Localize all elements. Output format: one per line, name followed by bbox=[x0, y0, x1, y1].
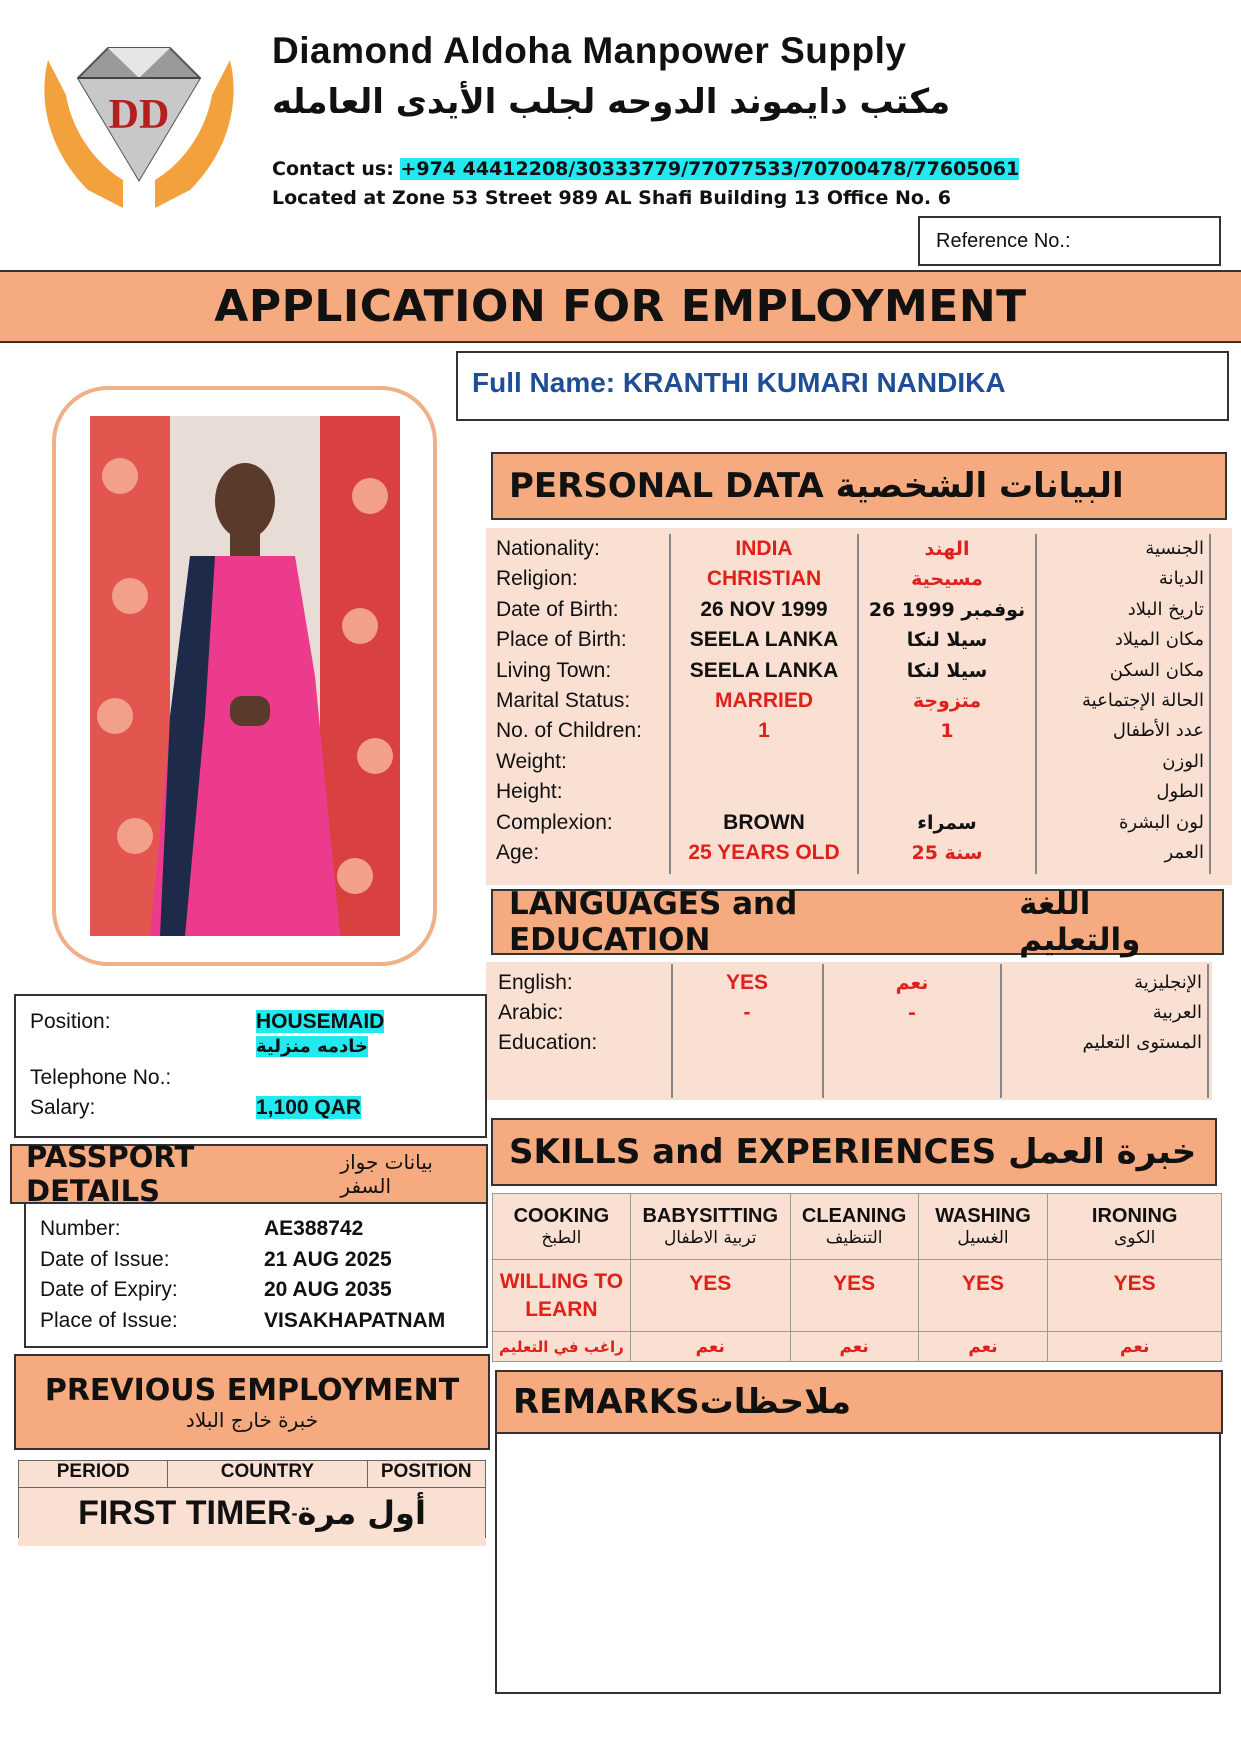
value-arabic: - bbox=[743, 1001, 751, 1024]
value-children: 1 bbox=[758, 719, 770, 743]
passport-labels bbox=[40, 1214, 178, 1336]
value-complexion-ar: سمراء bbox=[917, 811, 977, 834]
contact-label: Contact us: bbox=[272, 158, 401, 180]
reference-label: Reference No.: bbox=[936, 230, 1071, 252]
passport-expiry-label: Date of Expiry: bbox=[40, 1278, 178, 1301]
value-weight bbox=[671, 747, 857, 777]
label-pob: Place of Birth: bbox=[496, 628, 627, 652]
previous-employment-header bbox=[14, 1354, 490, 1450]
languages-header bbox=[491, 886, 1224, 958]
label-education: Education: bbox=[498, 1031, 598, 1054]
skill-header-cleaning: CLEANING التنظيف bbox=[790, 1194, 918, 1260]
applicant-photo bbox=[90, 416, 400, 936]
language-values-arabic bbox=[824, 968, 1000, 1058]
value-arabic-ar: - bbox=[908, 1002, 916, 1024]
skill-value-cleaning-ar: نعم bbox=[790, 1332, 918, 1362]
passport-title-arabic: بيانات جواز السفر bbox=[340, 1150, 433, 1198]
skill-value-washing: YES bbox=[918, 1260, 1048, 1332]
languages-title: LANGUAGES and EDUCATION bbox=[509, 886, 798, 958]
value-age: 25 YEARS OLD bbox=[688, 841, 840, 865]
previous-employment-title: PREVIOUS EMPLOYMENT bbox=[44, 1372, 460, 1408]
value-weight-ar bbox=[858, 747, 1036, 777]
skill-header-washing: WASHING الغسيل bbox=[918, 1194, 1048, 1260]
salary-value: 1,100 QAR bbox=[256, 1096, 362, 1119]
value-marital-ar: متزوجة bbox=[912, 690, 982, 713]
label-religion: Religion: bbox=[496, 567, 578, 591]
value-living-town-ar: سيلا لنكا bbox=[906, 659, 988, 682]
telephone-label: Telephone No.: bbox=[30, 1066, 172, 1089]
passport-place: VISAKHAPATNAM bbox=[264, 1308, 446, 1332]
skill-header-ironing: IRONING الكوى bbox=[1048, 1194, 1222, 1260]
language-values bbox=[673, 968, 821, 1058]
value-religion: CHRISTIAN bbox=[706, 567, 822, 591]
value-religion-ar: مسيحية bbox=[911, 568, 983, 591]
label-height-ar: الطول bbox=[1156, 781, 1204, 803]
remarks-area bbox=[495, 1434, 1221, 1694]
office-location: Located at Zone 53 Street 989 AL Shafi Building 13 Office No. 6 bbox=[272, 187, 951, 209]
value-pob-ar: سيلا لنكا bbox=[906, 629, 988, 652]
previous-employment-row bbox=[18, 1488, 486, 1538]
previous-employment-separator: - bbox=[291, 1502, 298, 1523]
label-height: Height: bbox=[496, 780, 563, 804]
col-country: COUNTRY bbox=[168, 1461, 367, 1487]
skill-value-cooking-ar: راغب في التعليم bbox=[493, 1332, 631, 1362]
previous-employment-columns bbox=[18, 1460, 486, 1488]
language-labels bbox=[498, 968, 668, 1058]
value-pob: SEELA LANKA bbox=[689, 628, 839, 652]
value-education bbox=[673, 1028, 821, 1058]
label-weight: Weight: bbox=[496, 749, 567, 773]
position-box bbox=[14, 994, 487, 1138]
label-dob: Date of Birth: bbox=[496, 597, 619, 621]
skill-value-ironing-ar: نعم bbox=[1048, 1332, 1222, 1362]
skills-title: SKILLS and EXPERIENCES bbox=[509, 1132, 997, 1172]
personal-labels-arabic bbox=[1038, 534, 1204, 868]
company-name: Diamond Aldoha Manpower Supply bbox=[272, 30, 907, 71]
label-living-town-ar: مكان السكن bbox=[1109, 659, 1204, 681]
skill-value-babysitting-ar: نعم bbox=[630, 1332, 790, 1362]
label-nationality: Nationality: bbox=[496, 537, 600, 560]
skills-table bbox=[492, 1193, 1222, 1362]
personal-values-arabic bbox=[858, 534, 1036, 868]
label-age-ar: العمر bbox=[1164, 842, 1204, 864]
full-name: Full Name: KRANTHI KUMARI NANDIKA bbox=[472, 367, 1006, 398]
passport-issue-date: 21 AUG 2025 bbox=[264, 1247, 392, 1271]
skills-header bbox=[491, 1118, 1217, 1186]
label-weight-ar: الوزن bbox=[1162, 750, 1204, 772]
personal-labels bbox=[496, 534, 666, 868]
label-living-town: Living Town: bbox=[496, 658, 612, 682]
contact-line bbox=[272, 158, 1019, 180]
skill-value-cooking: WILLING TO LEARN bbox=[493, 1260, 631, 1332]
label-children: No. of Children: bbox=[496, 719, 642, 743]
value-height bbox=[671, 777, 857, 807]
personal-data-header bbox=[491, 452, 1227, 520]
passport-values bbox=[264, 1214, 445, 1336]
value-english: YES bbox=[725, 971, 769, 994]
skill-value-babysitting: YES bbox=[630, 1260, 790, 1332]
value-age-ar: 25 سنة bbox=[911, 842, 983, 865]
languages-title-arabic: اللغة والتعليم bbox=[1019, 886, 1141, 958]
previous-employment-title-arabic: خبرة خارج البلاد bbox=[185, 1407, 319, 1432]
value-dob-ar: 26 نوفمبر 1999 bbox=[868, 598, 1026, 621]
passport-header bbox=[10, 1140, 488, 1208]
value-nationality-ar: الهند bbox=[924, 538, 970, 560]
passport-details bbox=[24, 1204, 488, 1348]
label-religion-ar: الديانة bbox=[1158, 568, 1204, 590]
company-logo bbox=[28, 40, 250, 212]
label-pob-ar: مكان الميلاد bbox=[1114, 629, 1204, 651]
skill-value-cleaning: YES bbox=[790, 1260, 918, 1332]
title-banner bbox=[0, 270, 1241, 343]
svg-text:DD: DD bbox=[108, 92, 170, 138]
label-dob-ar: تاريخ البلاد bbox=[1127, 598, 1204, 620]
value-children-ar: 1 bbox=[940, 720, 954, 743]
passport-title: PASSPORT DETAILS bbox=[26, 1140, 195, 1208]
remarks-title-arabic: ملاحظات bbox=[699, 1382, 852, 1422]
label-marital: Marital Status: bbox=[496, 689, 631, 713]
label-children-ar: عدد الأطفال bbox=[1112, 720, 1204, 742]
label-complexion-ar: لون البشرة bbox=[1118, 811, 1204, 833]
passport-issue-label: Date of Issue: bbox=[40, 1247, 170, 1271]
position-value: HOUSEMAID bbox=[256, 1010, 385, 1033]
label-arabic-ar: العربية bbox=[1152, 1002, 1202, 1023]
previous-employment-value-arabic: أول مرة bbox=[297, 1494, 426, 1532]
label-complexion: Complexion: bbox=[496, 810, 613, 834]
page-title: APPLICATION FOR EMPLOYMENT bbox=[214, 281, 1027, 332]
label-nationality-ar: الجنسية bbox=[1145, 538, 1204, 559]
position-label: Position: bbox=[30, 1010, 111, 1033]
label-english: English: bbox=[498, 971, 573, 994]
personal-data-title: PERSONAL DATA bbox=[509, 466, 824, 506]
personal-data-table bbox=[486, 528, 1232, 885]
skill-value-washing-ar: نعم bbox=[918, 1332, 1048, 1362]
value-dob: 26 NOV 1999 bbox=[700, 597, 828, 621]
company-name-arabic: مكتب دايموند الدوحه لجلب الأيدى العامله bbox=[272, 82, 951, 122]
passport-number-label: Number: bbox=[40, 1217, 121, 1240]
previous-employment-value: FIRST TIMER bbox=[78, 1493, 292, 1532]
value-education-ar bbox=[824, 1028, 1000, 1058]
passport-place-label: Place of Issue: bbox=[40, 1308, 178, 1332]
reference-number-field bbox=[918, 216, 1221, 266]
skill-header-babysitting: BABYSITTING تربية الاطفال bbox=[630, 1194, 790, 1260]
value-height-ar bbox=[858, 777, 1036, 807]
languages-table bbox=[486, 962, 1212, 1100]
value-english-ar: نعم bbox=[895, 972, 929, 994]
remarks-header bbox=[495, 1370, 1223, 1434]
salary-label: Salary: bbox=[30, 1096, 96, 1119]
remarks-title: REMARKS bbox=[513, 1382, 700, 1422]
label-marital-ar: الحالة الإجتماعية bbox=[1082, 690, 1204, 712]
value-complexion: BROWN bbox=[723, 810, 805, 834]
language-labels-arabic bbox=[1002, 968, 1202, 1058]
personal-data-title-arabic: البيانات الشخصية bbox=[835, 466, 1124, 506]
label-age: Age: bbox=[496, 841, 540, 865]
label-english-ar: الإنجليزية bbox=[1134, 972, 1202, 993]
skill-header-cooking: COOKING الطبخ bbox=[493, 1194, 631, 1260]
value-marital: MARRIED bbox=[715, 689, 813, 713]
label-arabic: Arabic: bbox=[498, 1001, 564, 1024]
passport-expiry-date: 20 AUG 2035 bbox=[264, 1278, 392, 1301]
position-value-arabic: خادمه منزلية bbox=[256, 1036, 369, 1057]
col-position: POSITION bbox=[380, 1461, 472, 1482]
skills-title-arabic: خبرة العمل bbox=[1008, 1132, 1197, 1172]
full-name-box bbox=[456, 351, 1229, 421]
previous-employment-table bbox=[18, 1460, 486, 1546]
passport-number: AE388742 bbox=[264, 1217, 364, 1240]
value-nationality: INDIA bbox=[735, 537, 793, 560]
position-value-block bbox=[256, 1010, 384, 1058]
value-living-town: SEELA LANKA bbox=[689, 658, 839, 682]
label-education-ar: المستوى التعليم bbox=[1082, 1032, 1202, 1053]
salary-value-wrap bbox=[256, 1096, 361, 1120]
col-period: PERIOD bbox=[19, 1461, 168, 1487]
contact-numbers: +974 44412208/30333779/77077533/70700478/77605061 bbox=[400, 158, 1020, 180]
skill-value-ironing: YES bbox=[1048, 1260, 1222, 1332]
personal-values bbox=[671, 534, 857, 868]
